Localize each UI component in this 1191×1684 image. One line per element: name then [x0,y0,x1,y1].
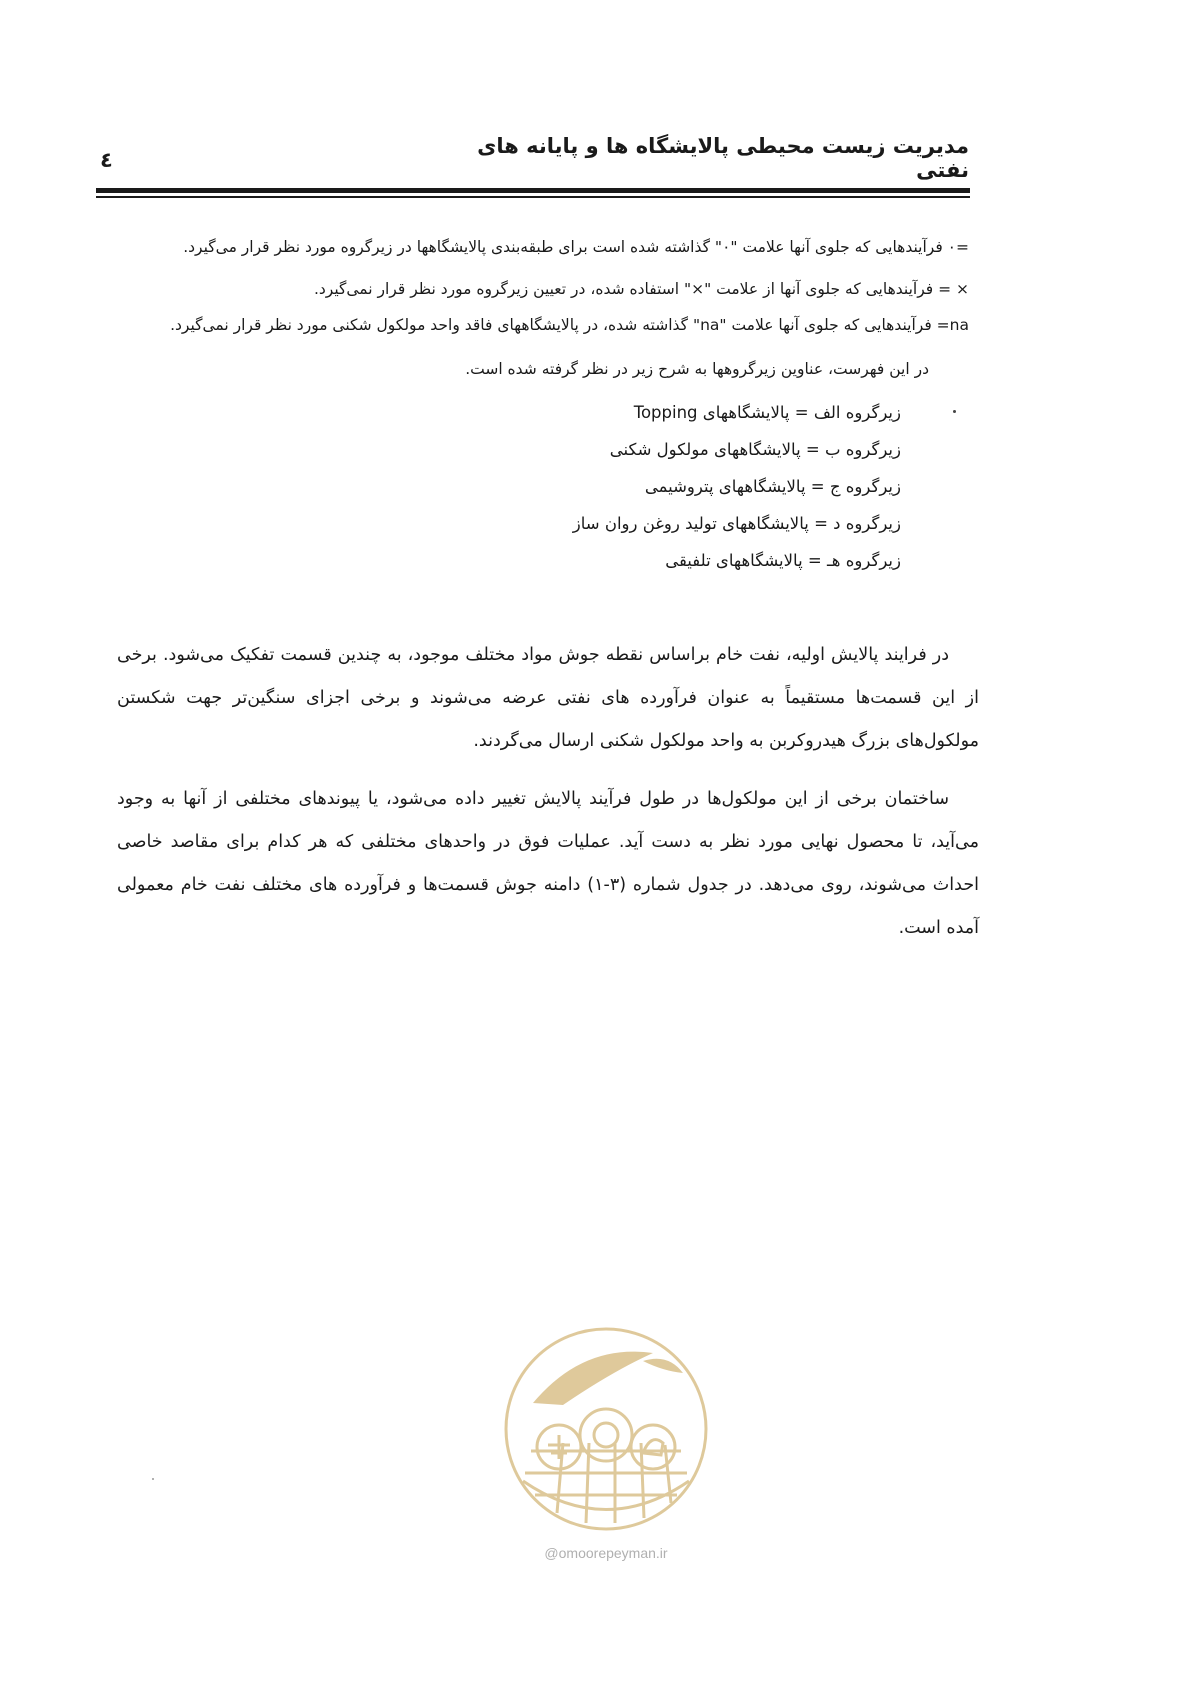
watermark-url: @omoorepeyman.ir [544,1545,668,1561]
body-paragraph [117,634,979,763]
subgroup-item-he: زیرگروه هـ = پالایشگاههای تلفیقی [665,551,901,570]
subgroup-item-be: زیرگروه ب = پالایشگاههای مولکول شکنی [609,440,901,459]
scan-speck [953,410,956,413]
running-header-title: مدیریت زیست محیطی پالایشگاه ها و پایانه های نفتی [477,134,969,182]
subgroup-list [401,394,901,579]
header-rule-thin [96,196,970,198]
body-paragraph [117,778,979,950]
paragraph-text: در فرایند پالایش اولیه، نفت خام براساس نقطه جوش مواد مختلف موجود، به چندین قسمت تفکیک می‌شود. برخی از این قسمت‌ها مستقیماً به عنوان فرآورده های نفتی عرضه می‌شوند و برخی اجزای سنگین‌تر جهت شکستن مولکول‌های بزرگ هیدروکربن به واحد مولکول شکنی ارسال می‌گردند. [117,645,979,751]
subgroup-item-jim: زیرگروه ج = پالایشگاههای پتروشیمی [644,477,901,496]
header-rule-thick [96,188,970,193]
legend-note-na: na= فرآیندهایی که جلوی آنها علامت "na" گذاشته شده، در پالایشگاههای فاقد واحد مولکول شکنی مورد نظر قرار نمی‌گیرد. [170,316,969,334]
watermark-seal-icon [493,1323,719,1543]
subgroup-item-dal: زیرگروه د = پالایشگاههای تولید روغن روان ساز [572,514,901,533]
scan-speck [152,1478,154,1480]
legend-note-cross: × = فرآیندهایی که جلوی آنها از علامت "×" استفاده شده، در تعیین زیرگروه مورد نظر قرار نمی‌گیرد. [313,280,969,298]
subgroup-item-alef: زیرگروه الف = پالایشگاههای Topping [633,403,901,422]
page-number: ٤ [100,148,113,172]
watermark-logo [493,1323,719,1561]
legend-note-zero: =٠ فرآیندهایی که جلوی آنها علامت "٠" گذاشته شده است برای طبقه‌بندی پالایشگاهها در زیرگروه مورد نظر قرار می‌گیرد. [183,238,969,256]
paragraph-text: ساختمان برخی از این مولکول‌ها در طول فرآیند پالایش تغییر داده می‌شود، یا پیوندهای مختلفی از آنها به وجود می‌آید، تا محصول نهایی مورد نظر به دست آید. عملیات فوق در واحدهای مختلفی که هر کدام برای مقاصد خاصی احداث می‌شوند، روی می‌دهد. در جدول شماره (۳-۱) دامنه جوش قسمت‌ها و فرآورده های مختلف نفت خام معمولی آمده است. [117,789,979,938]
subgroup-list-intro: در این فهرست، عناوین زیرگروهها به شرح زیر در نظر گرفته شده است. [465,360,929,378]
